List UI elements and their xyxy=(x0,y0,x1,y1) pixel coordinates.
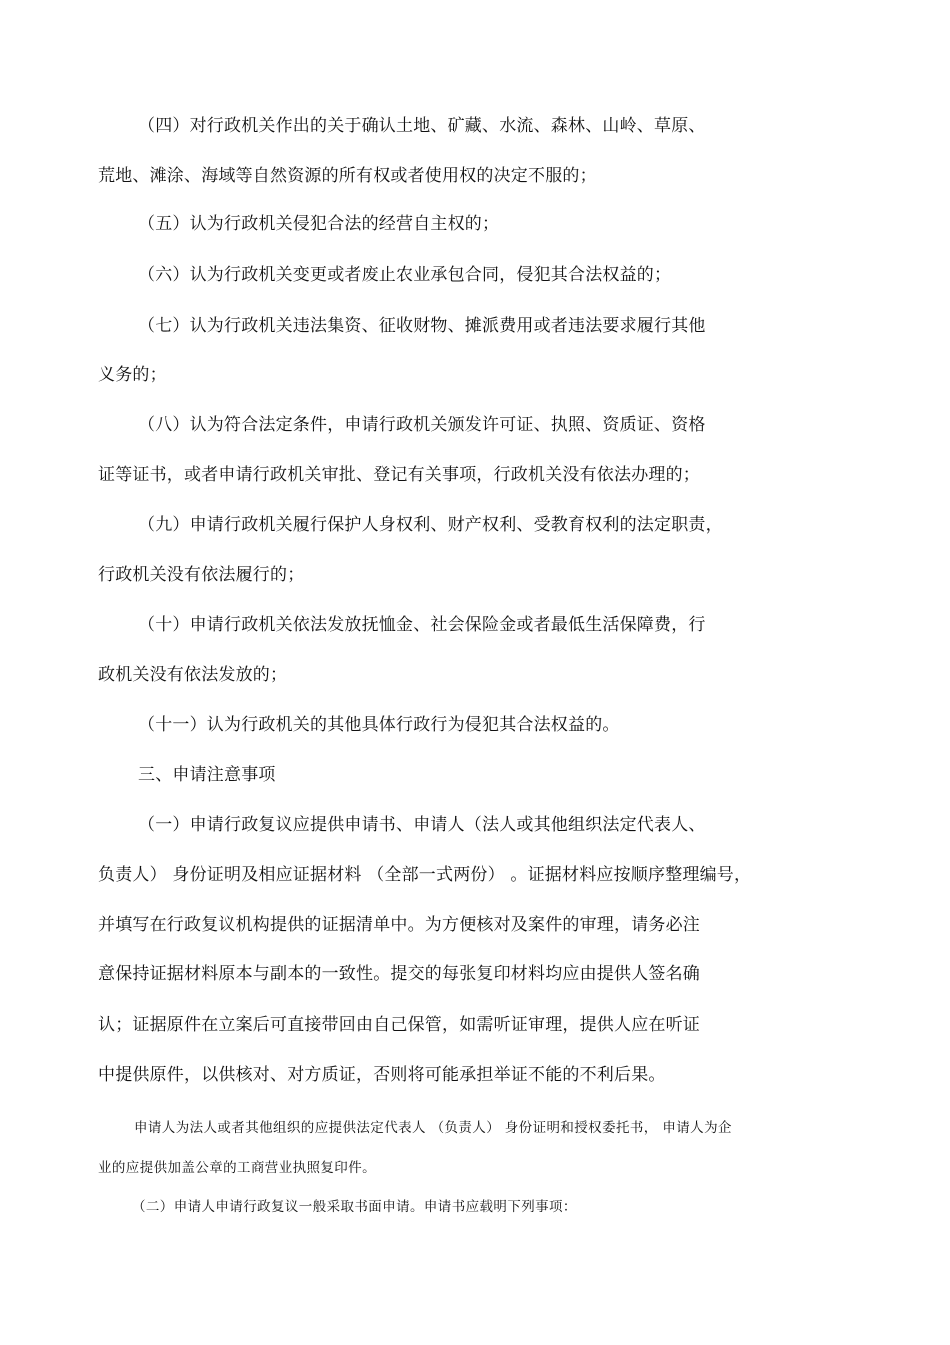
text-line: （五）认为行政机关侵犯合法的经营自主权的； xyxy=(138,214,500,234)
text-line-small: 业的应提供加盖公章的工商营业执照复印件。 xyxy=(98,1160,376,1176)
text-line: 中提供原件，以供核对、对方质证，否则将可能承担举证不能的不利后果。 xyxy=(98,1065,666,1085)
text-line: （十）申请行政机关依法发放抚恤金、社会保险金或者最低生活保障费，行 xyxy=(138,615,706,635)
text-line: 荒地、滩涂、海域等自然资源的所有权或者使用权的决定不服的； xyxy=(98,166,597,186)
text-line: （九）申请行政机关履行保护人身权利、财产权利、受教育权利的法定职责， xyxy=(138,515,723,535)
text-line: 认；证据原件在立案后可直接带回由自己保管，如需听证审理，提供人应在听证 xyxy=(98,1015,700,1035)
text-line: （七）认为行政机关违法集资、征收财物、摊派费用或者违法要求履行其他 xyxy=(138,316,706,336)
text-line: 证等证书，或者申请行政机关审批、登记有关事项，行政机关没有依法办理的； xyxy=(98,465,700,485)
text-line: 负责人） 身份证明及相应证据材料 （全部一式两份） 。证据材料应按顺序整理编号， xyxy=(98,865,752,885)
section-heading: 三、申请注意事项 xyxy=(138,765,276,785)
text-line: （十一）认为行政机关的其他具体行政行为侵犯其合法权益的。 xyxy=(138,715,620,735)
text-line: 政机关没有依法发放的； xyxy=(98,665,288,685)
text-line-small: （二）申请人申请行政复议一般采取书面申请。申请书应载明下列事项： xyxy=(132,1199,577,1215)
text-line: 义务的； xyxy=(98,365,167,385)
text-line: 行政机关没有依法履行的； xyxy=(98,565,305,585)
text-line: 并填写在行政复议机构提供的证据清单中。为方便核对及案件的审理，请务必注 xyxy=(98,915,700,935)
text-line: 意保持证据材料原本与副本的一致性。提交的每张复印材料均应由提供人签名确 xyxy=(98,964,700,984)
text-line: （一）申请行政复议应提供申请书、申请人（法人或其他组织法定代表人、 xyxy=(138,815,706,835)
text-line: （八）认为符合法定条件，申请行政机关颁发许可证、执照、资质证、资格 xyxy=(138,415,706,435)
text-line: （六）认为行政机关变更或者废止农业承包合同，侵犯其合法权益的； xyxy=(138,265,672,285)
text-line: （四）对行政机关作出的关于确认土地、矿藏、水流、森林、山岭、草原、 xyxy=(138,116,706,136)
text-line-small: 申请人为法人或者其他组织的应提供法定代表人 （负责人） 身份证明和授权委托书， 申请人为企 xyxy=(134,1120,732,1136)
